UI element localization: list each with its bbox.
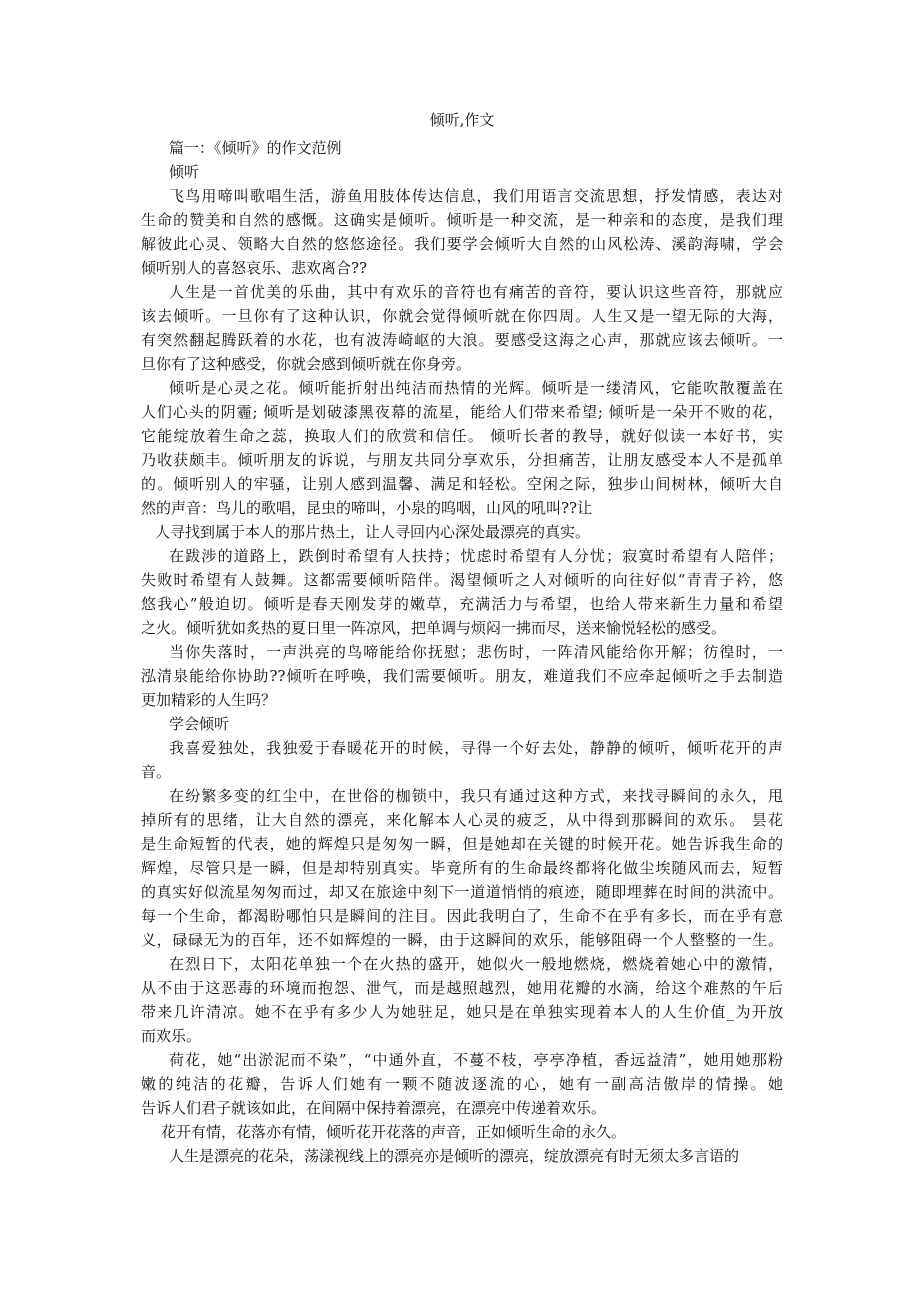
text-line: 解彼此心灵、领略大自然的悠悠途径。我们要学会倾听大自然的山风松涛、溪韵海啸，学会	[141, 235, 783, 253]
text-line: 旦你有了这种感受，你就会感到倾听就在你身旁。	[141, 355, 472, 373]
text-line: 告诉人们君子就该如此，在间隔中保持着漂亮，在漂亮中传递着欢乐。	[141, 1099, 607, 1117]
text-line: 有突然翻起腾跃着的水花，也有波涛崎岖的大浪。要感受这海之心声，那就应该去倾听。一	[141, 331, 783, 349]
text-line: 带来几许清凉。她不在乎有多少人为她驻足，她只是在单独实现着本人的人生价值_为开放	[141, 1003, 783, 1021]
text-line: 花开有情，花落亦有情，倾听花开花落的声音，正如倾听生命的永久。	[161, 1123, 627, 1141]
text-line: 学会倾听	[169, 715, 230, 733]
text-line: 音。	[141, 763, 172, 781]
text-line: 之火。倾听犹如炙热的夏日里一阵凉风，把单调与烦闷一拂而尽，送来愉悦轻松的感受。	[141, 619, 727, 637]
text-line: 义，碌碌无为的百年，还不如辉煌的一瞬，由于这瞬间的欢乐，能够阻碍一个人整整的一生。	[141, 931, 783, 949]
text-line: 悠我心”般迫切。倾听是春天刚发芽的嫩草，充满活力与希望，也给人带来新生力量和希望	[141, 595, 783, 613]
text-line: 人们心头的阴霾; 倾听是划破漆黑夜幕的流星，能给人们带来希望; 倾听是一朵开不败的花，	[141, 403, 783, 421]
text-line: 倾听是心灵之花。倾听能折射出纯洁而热情的光辉。倾听是一缕清风，它能吹散覆盖在	[169, 379, 783, 397]
text-line: 而欢乐。	[141, 1027, 202, 1045]
text-line: 是生命短暂的代表，她的辉煌只是匆匆一瞬，但是她却在关键的时候开花。她告诉我生命的	[141, 835, 783, 853]
text-line: 人生是漂亮的花朵，荡漾视线上的漂亮亦是倾听的漂亮，绽放漂亮有时无须太多言语的	[169, 1147, 740, 1165]
document-page	[141, 110, 783, 1168]
text-line: 失败时希望有人鼓舞。这都需要倾听陪伴。渴望倾听之人对倾听的向往好似“青青子衿，悠	[141, 571, 783, 589]
text-line: 掉所有的思绪，让大自然的漂亮，来化解本人心灵的疲乏，从中得到那瞬间的欢乐。 昙花	[141, 811, 783, 829]
text-line: 篇一：《倾听》的作文范例	[169, 139, 342, 157]
text-line: 乃收获颇丰。倾听朋友的诉说，与朋友共同分享欢乐，分担痛苦，让朋友感受本人不是孤单	[141, 451, 783, 469]
text-line: 荷花，她“出淤泥而不染”，“中通外直，不蔓不枝，亭亭净植，香远益清”，她用她那粉	[169, 1051, 783, 1069]
text-line: 的。倾听别人的牢骚，让别人感到温馨、满足和轻松。空闲之际，独步山间树林，倾听大自	[141, 475, 783, 493]
text-line: 嫩的纯洁的花瓣，告诉人们她有一颗不随波逐流的心，她有一副高洁傲岸的情操。她	[141, 1075, 783, 1093]
text-line: 泓清泉能给你协助??倾听在呼唤，我们需要倾听。朋友，难道我们不应牵起倾听之手去制造	[141, 667, 783, 685]
text-line: 在纷繁多变的红尘中，在世俗的枷锁中，我只有通过这种方式，来找寻瞬间的永久，甩	[169, 787, 783, 805]
text-line: 它能绽放着生命之蕊，换取人们的欣赏和信任。 倾听长者的教导，就好似读一本好书，实	[141, 427, 783, 445]
text-line: 然的声音：鸟儿的歌唱，昆虫的啼叫，小泉的呜咽，山风的吼叫??让	[141, 499, 593, 517]
text-line: 当你失落时，一声洪亮的鸟啼能给你抚慰；悲伤时，一阵清风能给你开解；彷徨时，一	[169, 643, 783, 661]
text-line: 倾听	[169, 163, 200, 181]
text-line: 辉煌，尽管只是一瞬，但是却特别真实。毕竟所有的生命最终都将化做尘埃随风而去，短暂	[141, 859, 783, 877]
text-line: 的真实好似流星匆匆而过，却又在旅途中刻下一道道悄悄的痕迹，随即埋葬在时间的洪流中。	[141, 883, 783, 901]
text-line: 我喜爱独处，我独爱于春暖花开的时候，寻得一个好去处，静静的倾听，倾听花开的声	[169, 739, 783, 757]
text-line: 从不由于这恶毒的环境而抱怨、泄气，而是越照越烈，她用花瓣的水滴，给这个难熬的午后	[141, 979, 783, 997]
text-line: 每一个生命，都渴盼哪怕只是瞬间的注目。因此我明白了，生命不在乎有多长，而在乎有意	[141, 907, 783, 925]
text-line: 人生是一首优美的乐曲，其中有欢乐的音符也有痛苦的音符，要认识这些音符，那就应	[169, 283, 783, 301]
text-line: 在烈日下，太阳花单独一个在火热的盛开，她似火一般地燃烧，燃烧着她心中的激情，	[169, 955, 783, 973]
document-title: 倾听,作文	[429, 111, 495, 129]
text-line: 人寻找到属于本人的那片热土，让人寻回内心深处最漂亮的真实。	[155, 523, 591, 541]
text-line: 该去倾听。一旦你有了这种认识，你就会觉得倾听就在你四周。人生又是一望无际的大海，	[141, 307, 783, 325]
text-line: 生命的赞美和自然的感慨。这确实是倾听。倾听是一种交流，是一种亲和的态度，是我们理	[141, 211, 783, 229]
text-line: 在跋涉的道路上，跌倒时希望有人扶持；忧虑时希望有人分忧；寂寞时希望有人陪伴；	[169, 547, 783, 565]
text-line: 倾听别人的喜怒哀乐、悲欢离合??	[141, 259, 368, 277]
document-body	[141, 136, 783, 1168]
text-line: 更加精彩的人生吗？	[141, 691, 277, 709]
text-line: 飞鸟用啼叫歌唱生活，游鱼用肢体传达信息，我们用语言交流思想，抒发情感，表达对	[169, 187, 783, 205]
